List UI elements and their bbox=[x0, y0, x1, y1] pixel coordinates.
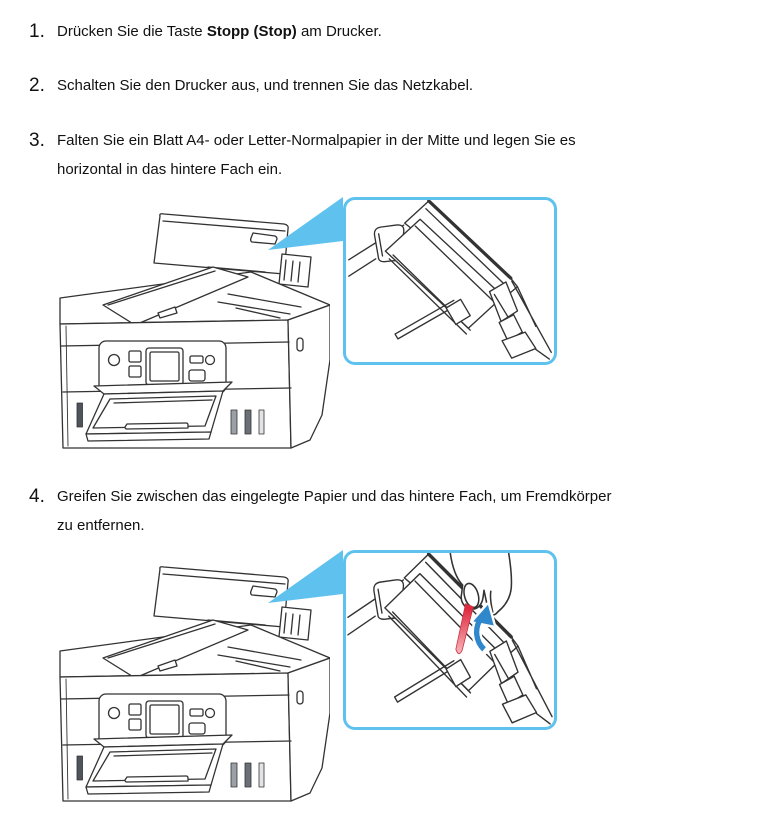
step-1-text bbox=[57, 17, 382, 46]
step-4-number: 4. bbox=[29, 486, 45, 507]
step-3 bbox=[29, 126, 576, 184]
stop-button-name: Stopp (Stop) bbox=[206, 23, 297, 40]
step-2-text bbox=[57, 71, 473, 100]
step-4-line-1: Greifen Sie zwischen das eingelegte Papier und das hintere Fach, um Fremdkörper bbox=[57, 488, 612, 505]
hand-in-rear-tray-illustration bbox=[346, 553, 554, 727]
step-1-text-after: am Drucker. bbox=[296, 23, 382, 40]
rear-tray-callout-1 bbox=[343, 197, 557, 365]
step-2-number: 2. bbox=[29, 75, 45, 96]
step-4-line-2: zu entfernen. bbox=[57, 517, 145, 534]
step-2-line-1: Schalten Sie den Drucker aus, und trennen Sie das Netzkabel. bbox=[57, 77, 474, 94]
step-3-number: 3. bbox=[29, 130, 45, 151]
step-4-text bbox=[57, 482, 611, 540]
rear-tray-callout-2 bbox=[343, 550, 557, 730]
step-3-text bbox=[57, 126, 576, 184]
step-2 bbox=[29, 71, 473, 100]
rear-tray-closeup-illustration bbox=[346, 200, 554, 362]
step-1 bbox=[29, 17, 382, 46]
step-1-number: 1. bbox=[29, 21, 45, 42]
callout-wedge-1 bbox=[264, 195, 344, 253]
step-1-text-before: Drücken Sie die Taste bbox=[57, 23, 207, 40]
step-4 bbox=[29, 482, 611, 540]
step-3-line-2: horizontal in das hintere Fach ein. bbox=[57, 161, 283, 178]
callout-wedge-2 bbox=[264, 548, 344, 606]
step-3-line-1: Falten Sie ein Blatt A4- oder Letter-Normalpapier in der Mitte und legen Sie es bbox=[57, 132, 576, 149]
